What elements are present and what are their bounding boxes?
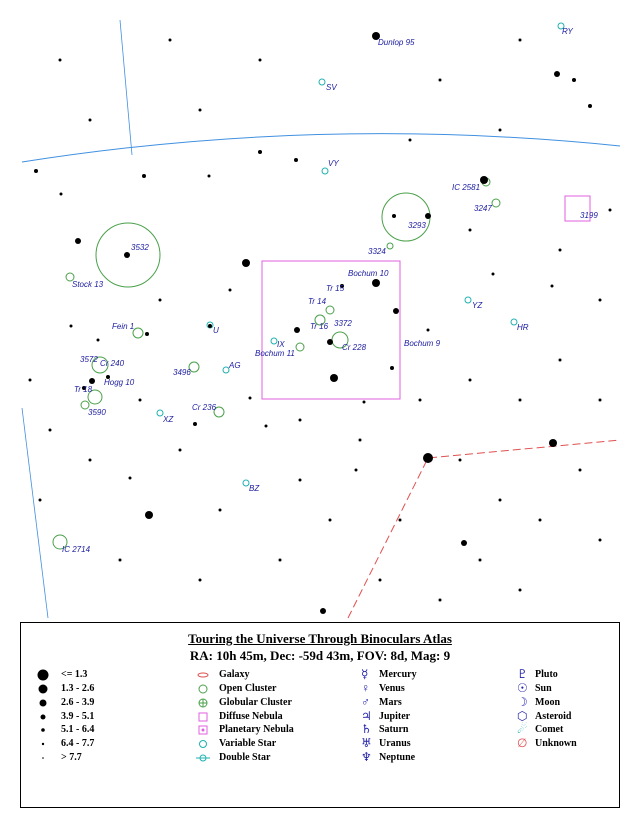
constellation-boundary — [348, 440, 620, 618]
star — [559, 359, 562, 362]
label-ic2714: IC 2714 — [62, 545, 91, 554]
label-n3496: 3496 — [173, 368, 191, 377]
label-n3590: 3590 — [88, 408, 106, 417]
mars-icon: ♂ — [361, 695, 370, 709]
star — [258, 150, 262, 154]
star — [330, 374, 338, 382]
label-ic2581: IC 2581 — [452, 183, 481, 192]
legend-galaxy: Galaxy — [219, 669, 250, 680]
venus-icon: ♀ — [361, 681, 370, 695]
star — [559, 249, 562, 252]
star — [427, 329, 430, 332]
star — [469, 229, 472, 232]
legend-asteroid: Asteroid — [535, 711, 572, 722]
legend-planetary-nebula: Planetary Nebula — [219, 724, 294, 735]
star — [229, 289, 232, 292]
star — [372, 279, 380, 287]
star — [219, 509, 222, 512]
star — [249, 397, 252, 400]
star — [179, 449, 182, 452]
mercury-icon: ☿ — [361, 667, 369, 681]
star — [519, 399, 522, 402]
star — [479, 559, 482, 562]
label-tr16: Tr 16 — [310, 322, 329, 331]
label-ag: AG — [229, 361, 241, 370]
star — [59, 59, 62, 62]
star — [39, 499, 42, 502]
legend-moon: Moon — [535, 697, 560, 708]
star — [599, 399, 602, 402]
jupiter-icon: ♃ — [361, 709, 372, 723]
star — [588, 104, 592, 108]
uranus-icon: ♅ — [361, 736, 372, 750]
star — [399, 519, 402, 522]
star — [145, 511, 153, 519]
label-n3532: 3532 — [131, 243, 149, 252]
star — [75, 238, 81, 244]
star — [425, 213, 431, 219]
star — [259, 59, 262, 62]
cluster-fein1 — [133, 328, 143, 338]
label-u: U — [213, 326, 219, 335]
star — [609, 209, 612, 212]
magnitude-dots — [35, 669, 51, 769]
star — [294, 158, 298, 162]
star — [579, 469, 582, 472]
star — [359, 439, 362, 442]
atlas-title: Touring the Universe Through Binoculars Atlas — [188, 631, 452, 646]
label-n3199: 3199 — [580, 211, 598, 220]
mag-label: > 7.7 — [61, 752, 82, 763]
label-cr236: Cr 236 — [192, 403, 217, 412]
cluster-3293 — [382, 193, 430, 241]
mag-label: <= 1.3 — [61, 669, 88, 680]
star — [193, 422, 197, 426]
legend-venus: Venus — [379, 683, 405, 694]
star — [97, 339, 100, 342]
star — [320, 608, 326, 614]
star — [480, 176, 488, 184]
star — [34, 169, 38, 173]
legend-open-cluster: Open Cluster — [219, 683, 277, 694]
field-parameters: RA: 10h 45m, Dec: -59d 43m, FOV: 8d, Mag: 9 — [189, 648, 451, 663]
mag-label: 6.4 - 7.7 — [61, 738, 95, 749]
label-sv: SV — [326, 83, 337, 92]
ra-gridline-left — [22, 408, 48, 618]
legend-double-star: Double Star — [219, 752, 271, 763]
star — [242, 259, 250, 267]
label-hogg10: Hogg 10 — [104, 378, 135, 387]
label-dunlop-95: Dunlop 95 — [378, 38, 415, 47]
label-fein1: Fein 1 — [112, 322, 135, 331]
star — [89, 459, 92, 462]
label-n3247: 3247 — [474, 204, 492, 213]
label-tr18: Tr 18 — [74, 385, 93, 394]
star — [355, 469, 358, 472]
variable-vy — [322, 168, 328, 174]
star — [60, 193, 63, 196]
star — [208, 324, 212, 328]
variable-yz — [465, 297, 471, 303]
star — [363, 401, 366, 404]
star — [390, 366, 394, 370]
variable-sv — [319, 79, 325, 85]
star — [159, 299, 162, 302]
legend-neptune: Neptune — [379, 752, 416, 763]
star — [329, 519, 332, 522]
star — [208, 175, 211, 178]
label-n3372: 3372 — [334, 319, 352, 328]
neptune-icon: ♆ — [361, 750, 372, 764]
star — [145, 332, 149, 336]
cluster-3247 — [492, 199, 500, 207]
star — [279, 559, 282, 562]
star — [49, 429, 52, 432]
star — [599, 299, 602, 302]
star — [459, 459, 462, 462]
label-stock13: Stock 13 — [72, 280, 104, 289]
star — [199, 579, 202, 582]
star — [419, 399, 422, 402]
star — [379, 579, 382, 582]
legend-mercury: Mercury — [379, 669, 417, 680]
mag-label: 1.3 - 2.6 — [61, 683, 95, 694]
mag-label: 3.9 - 5.1 — [61, 711, 95, 722]
star — [572, 78, 576, 82]
label-yz: YZ — [472, 301, 483, 310]
label-bochum9: Bochum 9 — [404, 339, 441, 348]
label-n3324: 3324 — [368, 247, 386, 256]
star — [492, 273, 495, 276]
cluster-bochum11 — [296, 343, 304, 351]
star — [439, 79, 442, 82]
moon-icon: ☽ — [517, 695, 528, 709]
star — [539, 519, 542, 522]
legend-mars: Mars — [379, 697, 402, 708]
legend-diffuse-nebula: Diffuse Nebula — [219, 711, 283, 722]
label-cr228: Cr 228 — [342, 343, 367, 352]
label-ix: IX — [277, 340, 285, 349]
legend-uranus: Uranus — [379, 738, 411, 749]
star — [139, 399, 142, 402]
star — [265, 425, 268, 428]
star — [519, 39, 522, 42]
star — [129, 477, 132, 480]
star — [299, 419, 302, 422]
cluster-tr14 — [326, 306, 334, 314]
legend-saturn: Saturn — [379, 724, 409, 735]
star — [519, 589, 522, 592]
legend-comet: Comet — [535, 724, 564, 735]
label-vy: VY — [328, 159, 339, 168]
legend-pluto: Pluto — [535, 669, 558, 680]
cluster-3324 — [387, 243, 393, 249]
legend-jupiter: Jupiter — [379, 711, 411, 722]
star — [499, 499, 502, 502]
pluto-icon: ♇ — [517, 667, 528, 681]
star — [70, 325, 73, 328]
label-xz: XZ — [163, 415, 174, 424]
star — [124, 252, 130, 258]
mag-label: 2.6 - 3.9 — [61, 697, 95, 708]
star — [499, 129, 502, 132]
star — [89, 119, 92, 122]
mag-label: 5.1 - 6.4 — [61, 724, 95, 735]
label-ry: RY — [562, 27, 573, 36]
star — [199, 109, 202, 112]
asteroid-icon: ⬡ — [517, 709, 528, 723]
legend-variable-star: Variable Star — [219, 738, 277, 749]
label-n3572: 3572 — [80, 355, 98, 364]
star — [29, 379, 32, 382]
star — [142, 174, 146, 178]
star — [549, 439, 557, 447]
label-bochum11: Bochum 11 — [255, 349, 295, 358]
label-cr240: Cr 240 — [100, 359, 125, 368]
label-tr14: Tr 14 — [308, 297, 327, 306]
ra-gridline-top — [120, 20, 132, 155]
legend-panel — [20, 622, 620, 808]
sun-icon: ☉ — [517, 681, 528, 695]
star — [294, 327, 300, 333]
label-hr: HR — [517, 323, 529, 332]
star — [469, 379, 472, 382]
saturn-icon: ♄ — [361, 722, 372, 736]
unknown-icon: ∅ — [517, 736, 528, 750]
legend-unknown: Unknown — [535, 738, 577, 749]
star — [461, 540, 467, 546]
comet-icon: ☄ — [517, 722, 528, 736]
star — [439, 599, 442, 602]
object-labels — [62, 27, 598, 554]
legend-sun: Sun — [535, 683, 552, 694]
star — [554, 71, 560, 77]
label-n3293: 3293 — [408, 221, 426, 230]
label-bz: BZ — [249, 484, 260, 493]
star — [299, 479, 302, 482]
star — [89, 378, 95, 384]
label-bochum10: Bochum 10 — [348, 269, 389, 278]
star — [392, 214, 396, 218]
object-type-symbols — [195, 669, 211, 769]
label-tr15: Tr 15 — [326, 284, 345, 293]
star — [327, 339, 333, 345]
star — [409, 139, 412, 142]
star — [393, 308, 399, 314]
star — [551, 285, 554, 288]
star — [169, 39, 172, 42]
star — [599, 539, 602, 542]
dec-gridline — [22, 134, 620, 162]
legend-globular-cluster: Globular Cluster — [219, 697, 292, 708]
star — [423, 453, 433, 463]
star — [119, 559, 122, 562]
